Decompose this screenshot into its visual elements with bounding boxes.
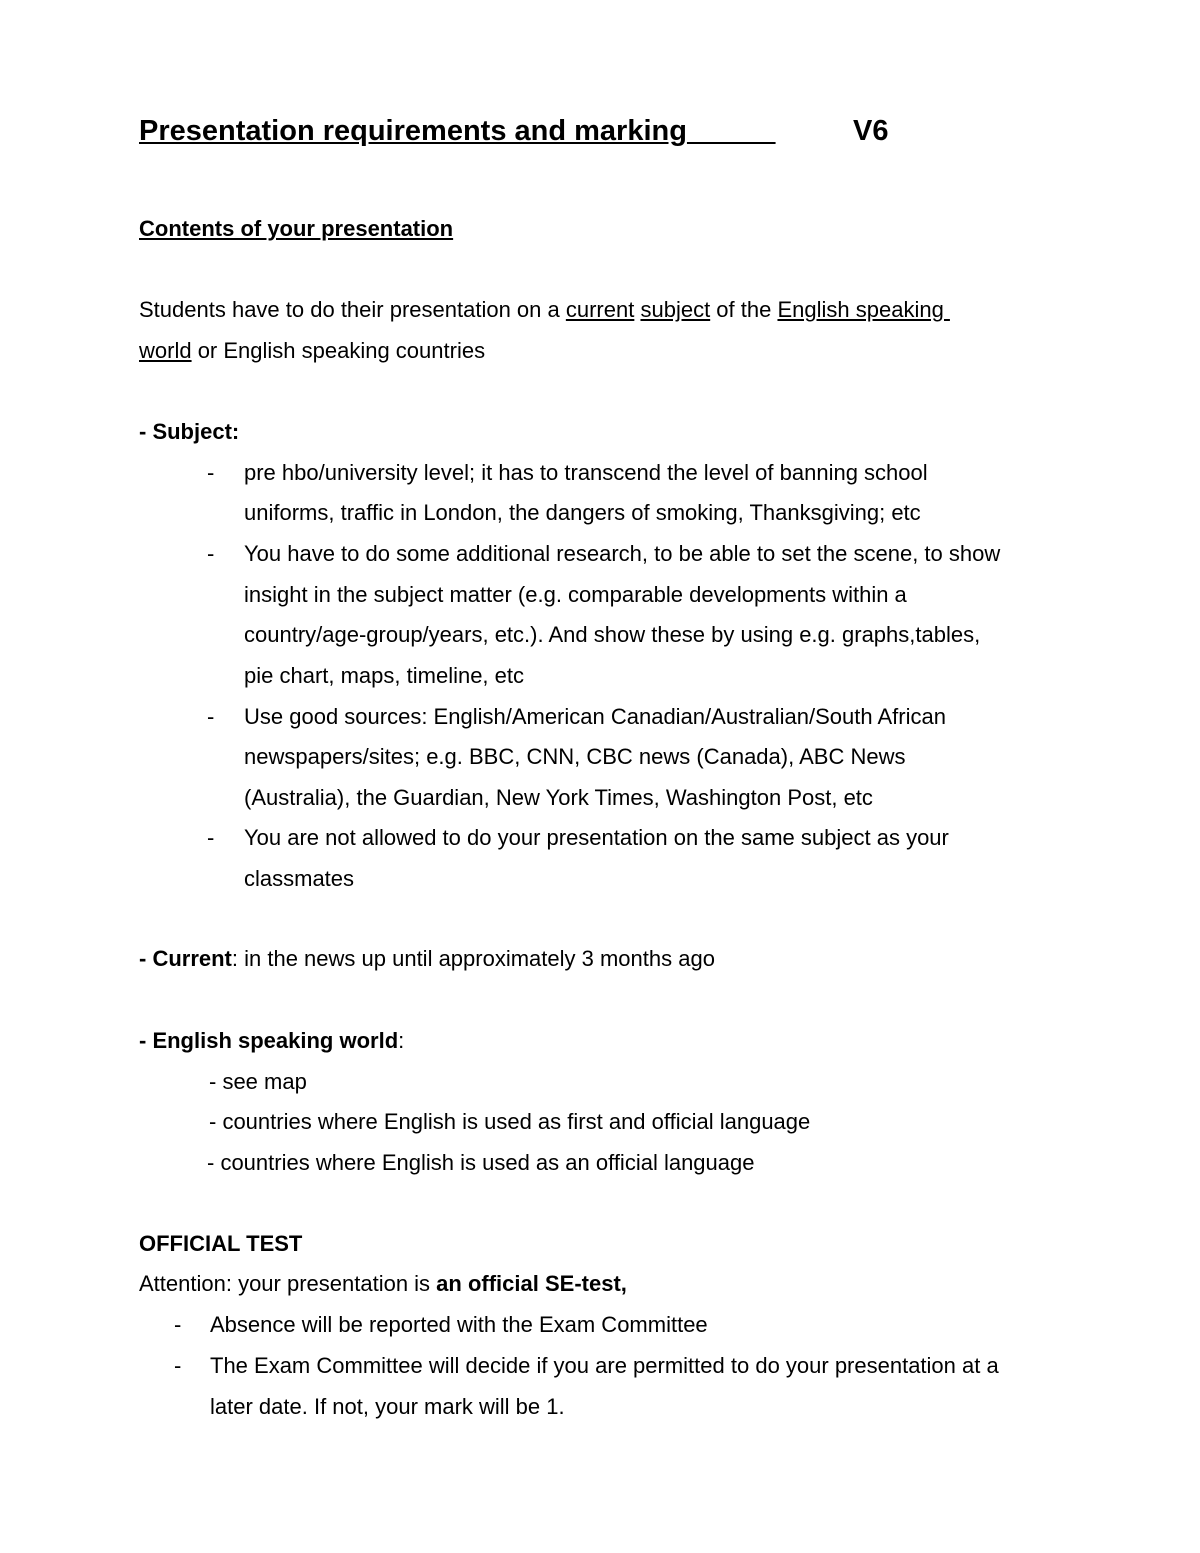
subject-item-2-line-1: You have to do some additional research, to be able to set the scene, to show: [244, 541, 1001, 566]
current-link-word: current: [565, 297, 635, 322]
official-item-1-line-1: Absence will be reported with the Exam Committee: [210, 1312, 708, 1337]
subject-bullet-3: -: [207, 704, 215, 729]
subject-item-4-line-1: You are not allowed to do your presentation on the same subject as your: [244, 825, 949, 850]
subject-link-word: subject: [640, 297, 711, 322]
official-bullet-1: -: [174, 1312, 182, 1337]
subject-bullet-1: -: [207, 460, 215, 485]
contents-heading: Contents of your presentation: [139, 216, 454, 241]
subject-item-2-line-3: country/age-group/years, etc.). And show these by using e.g. graphs,tables,: [244, 622, 981, 647]
world-link-word: world: [139, 338, 192, 363]
attention-line: [139, 1271, 627, 1297]
attention-text: Attention: your presentation is: [139, 1271, 437, 1296]
subject-bullet-4: -: [207, 825, 215, 850]
subject-bullet-2: -: [207, 541, 215, 566]
official-test-heading: OFFICIAL TEST: [139, 1231, 303, 1256]
english-world-label: - English speaking world: [139, 1028, 399, 1053]
current-line: [139, 946, 715, 972]
version-label: V6: [853, 115, 889, 147]
intro-text-3: or English speaking countries: [191, 338, 486, 363]
subject-item-1-line-1: pre hbo/university level; it has to transcend the level of banning school: [244, 460, 928, 485]
english-world-line: [139, 1028, 404, 1054]
official-bullet-2: -: [174, 1353, 182, 1378]
english-world-item-1: - see map: [209, 1069, 307, 1094]
english-world-item-2: - countries where English is used as first and official language: [209, 1109, 811, 1134]
subject-item-3-line-2: newspapers/sites; e.g. BBC, CNN, CBC news (Canada), ABC News: [244, 744, 906, 769]
intro-text-1: Students have to do their presentation on a: [139, 297, 566, 322]
english-speaking-link-word: English speaking: [777, 297, 950, 322]
intro-line-2: [139, 338, 485, 364]
english-world-item-3: - countries where English is used as an official language: [207, 1150, 755, 1175]
subject-item-2-line-4: pie chart, maps, timeline, etc: [244, 663, 525, 688]
title-gap: [687, 115, 776, 147]
official-item-2-line-1: The Exam Committee will decide if you are permitted to do your presentation at a: [210, 1353, 999, 1378]
current-label: - Current: [139, 946, 232, 971]
subject-item-2-line-2: insight in the subject matter (e.g. comparable developments within a: [244, 582, 907, 607]
current-text: : in the news up until approximately 3 months ago: [231, 946, 715, 971]
attention-bold-text: an official SE-test,: [436, 1271, 627, 1296]
title-text: Presentation requirements and marking: [139, 115, 687, 147]
page-title: [139, 114, 941, 148]
subject-label: - Subject:: [139, 419, 240, 444]
subject-item-4-line-2: classmates: [244, 866, 355, 891]
subject-item-3-line-3: (Australia), the Guardian, New York Times, Washington Post, etc: [244, 785, 873, 810]
intro-line-1: [139, 297, 950, 323]
english-world-colon: :: [398, 1028, 405, 1053]
official-item-2-line-2: later date. If not, your mark will be 1.: [210, 1394, 565, 1419]
subject-item-3-line-1: Use good sources: English/American Canadian/Australian/South African: [244, 704, 946, 729]
intro-text-2: of the: [710, 297, 778, 322]
subject-item-1-line-2: uniforms, traffic in London, the dangers of smoking, Thanksgiving; etc: [244, 500, 921, 525]
